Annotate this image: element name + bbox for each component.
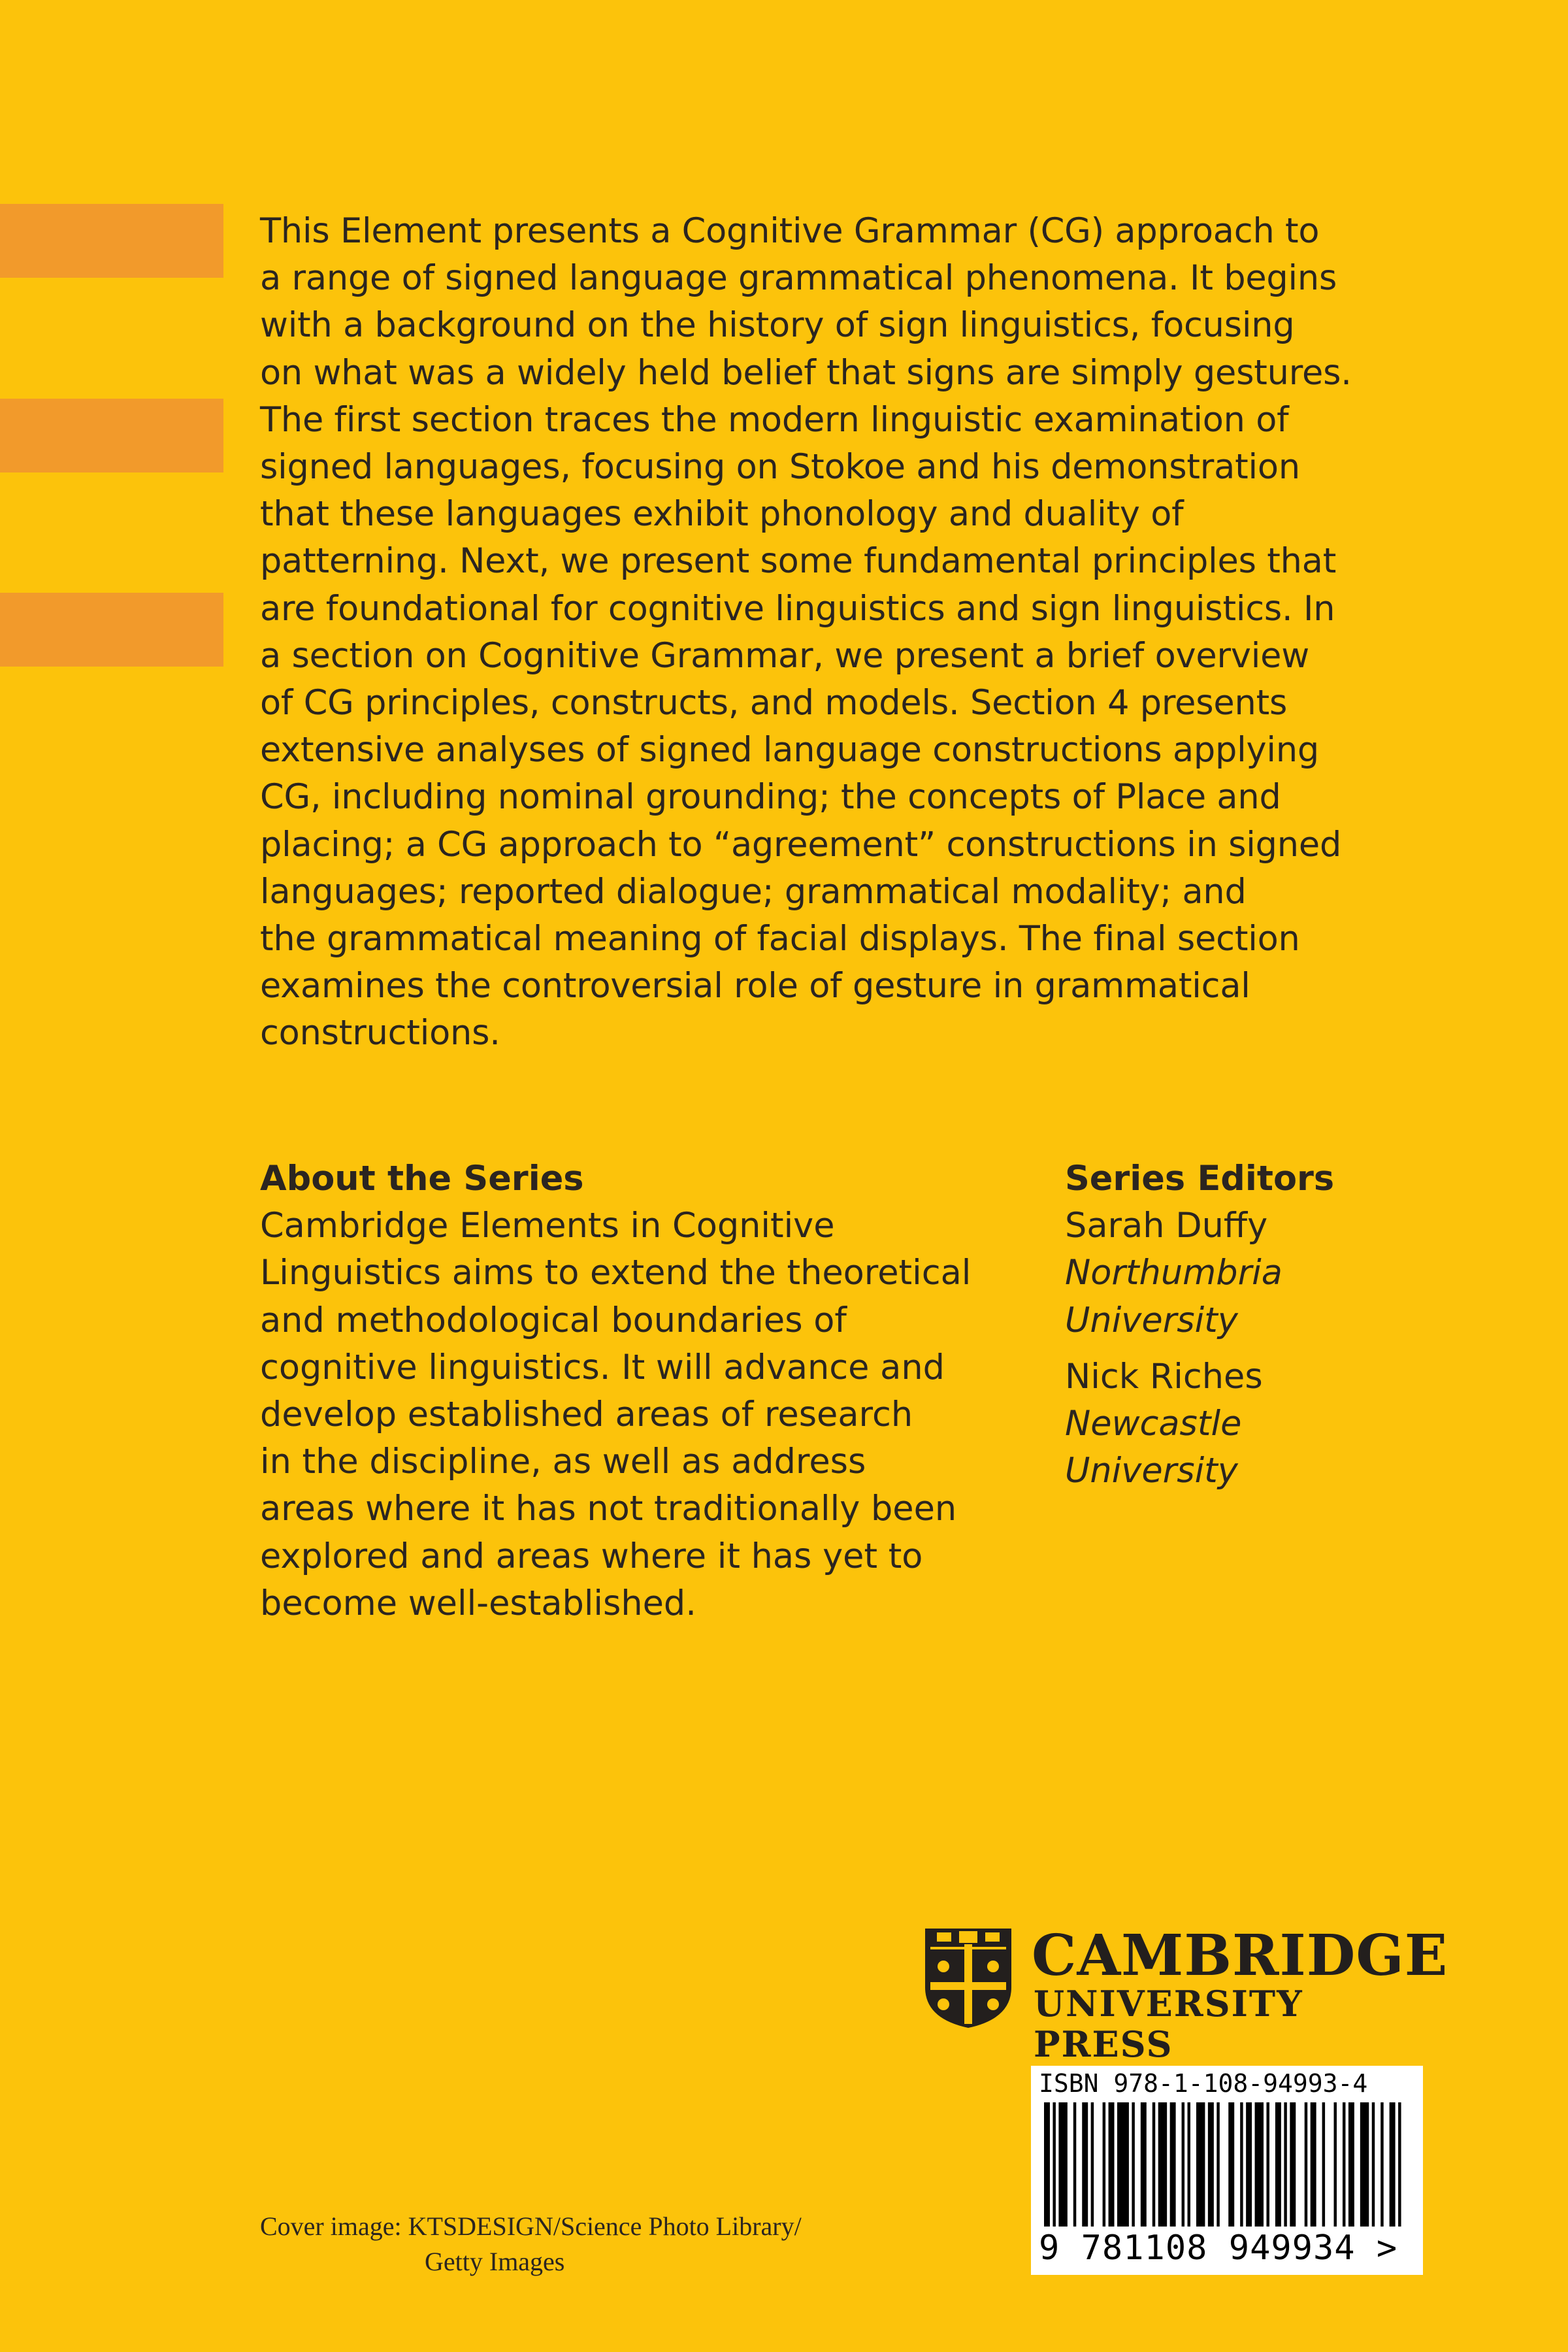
series-line: become well-established. (260, 1583, 696, 1623)
blurb-line: that these languages exhibit phonology and duality of (260, 494, 1184, 535)
barcode-bar (1182, 2102, 1184, 2227)
barcode-bar (1188, 2102, 1190, 2227)
barcode-bar (1343, 2102, 1345, 2227)
barcode-bar (1044, 2102, 1050, 2227)
blurb-line: extensive analyses of signed language constructions applying (260, 730, 1320, 770)
editor-name: Sarah Duffy (1065, 1206, 1268, 1246)
barcode-bar (1311, 2102, 1316, 2227)
barcode-bar (1398, 2102, 1401, 2227)
barcode-bar (1152, 2102, 1155, 2227)
barcode-bar (1334, 2102, 1337, 2227)
barcode-bar (1053, 2102, 1055, 2227)
barcode-bar (1196, 2102, 1205, 2227)
blurb-line: CG, including nominal grounding; the concepts of Place and (260, 777, 1281, 818)
about-the-series (260, 1155, 1031, 1627)
blurb-line: with a background on the history of sign linguistics, focusing (260, 305, 1295, 346)
editor-entry (1065, 1202, 1457, 1344)
blurb-line: a range of signed language grammatical phenomena. It begins (260, 258, 1337, 299)
editors-heading: Series Editors (1065, 1159, 1335, 1199)
barcode-bar (1158, 2102, 1167, 2227)
barcode-bar (1246, 2102, 1252, 2227)
blurb-line: constructions. (260, 1013, 500, 1053)
barcode-bar (1255, 2102, 1264, 2227)
decorative-stripe-2 (0, 399, 223, 472)
series-line: areas where it has not traditionally been (260, 1489, 957, 1529)
publisher-logo (924, 1923, 1448, 2065)
blurb-line: the grammatical meaning of facial displays. The final section (260, 919, 1300, 959)
editor-affiliation: Northumbria (1065, 1253, 1282, 1293)
blurb-line: a section on Cognitive Grammar, we present a brief overview (260, 635, 1309, 676)
ean-digits: 9 781108 949934 > (1039, 2228, 1398, 2268)
cambridge-crest-icon (924, 1927, 1013, 2029)
blurb-line: This Element presents a Cognitive Grammar (CG) approach to (260, 211, 1320, 251)
barcode-bar (1082, 2102, 1088, 2227)
barcode-bar (1275, 2102, 1281, 2227)
editor-entry (1065, 1353, 1457, 1495)
barcode-bar (1348, 2102, 1354, 2227)
series-line: in the discipline, as well as address (260, 1442, 866, 1482)
blurb-line: signed languages, focusing on Stokoe and his demonstration (260, 447, 1300, 488)
barcode-bar (1170, 2102, 1176, 2227)
barcode-bar (1372, 2102, 1375, 2227)
barcode-bar (1360, 2102, 1369, 2227)
series-editors (1065, 1155, 1457, 1504)
barcode-bar (1240, 2102, 1243, 2227)
barcode-bar (1266, 2102, 1269, 2227)
series-heading: About the Series (260, 1159, 584, 1199)
cover-image-credit (260, 2209, 802, 2279)
barcode-bar (1290, 2102, 1296, 2227)
barcode-bar (1109, 2102, 1115, 2227)
barcode-bar (1305, 2102, 1307, 2227)
editor-affiliation: Newcastle (1065, 1404, 1242, 1444)
blurb-line: are foundational for cognitive linguistics and sign linguistics. In (260, 588, 1335, 629)
barcode-bar (1380, 2102, 1383, 2227)
blurb-line: The first section traces the modern linguistic examination of (260, 399, 1289, 440)
blurb-line: on what was a widely held belief that signs are simply gestures. (260, 352, 1352, 393)
editor-name: Nick Riches (1065, 1356, 1263, 1397)
blurb-line: of CG principles, constructs, and models. Section 4 presents (260, 683, 1288, 723)
barcode-bar (1141, 2102, 1147, 2227)
blurb-line: languages; reported dialogue; grammatical modality; and (260, 871, 1247, 912)
barcode-bar (1058, 2102, 1067, 2227)
barcode-bar (1284, 2102, 1286, 2227)
barcode-bar (1073, 2102, 1076, 2227)
book-blurb (260, 208, 1429, 1057)
publisher-name: CAMBRIDGE (1032, 1923, 1448, 1989)
barcode-bar (1091, 2102, 1094, 2227)
credit-line-1: Cover image: KTSDESIGN/Science Photo Library/ (260, 2211, 802, 2241)
series-line: cognitive linguistics. It will advance and (260, 1347, 945, 1387)
series-line: explored and areas where it has yet to (260, 1536, 923, 1576)
blurb-line: examines the controversial role of gesture in grammatical (260, 966, 1250, 1006)
isbn-barcode (1031, 2066, 1423, 2275)
barcode-bar (1132, 2102, 1134, 2227)
decorative-stripe-1 (0, 204, 223, 278)
barcode-bar (1322, 2102, 1325, 2227)
decorative-stripe-3 (0, 593, 223, 667)
barcode-bars (1044, 2102, 1410, 2227)
barcode-bar (1117, 2102, 1129, 2227)
editor-affiliation: University (1065, 1300, 1238, 1340)
isbn-label: ISBN 978-1-108-94993-4 (1039, 2069, 1368, 2098)
blurb-line: placing; a CG approach to “agreement” constructions in signed (260, 824, 1342, 865)
series-line: develop established areas of research (260, 1395, 913, 1435)
barcode-bar (1208, 2102, 1214, 2227)
barcode-bar (1217, 2102, 1219, 2227)
publisher-subtitle: UNIVERSITY PRESS (1034, 1983, 1303, 2065)
credit-line-2: Getty Images (425, 2247, 565, 2276)
series-line: and methodological boundaries of (260, 1300, 847, 1340)
blurb-line: patterning. Next, we present some fundamental principles that (260, 541, 1337, 582)
barcode-bar (1390, 2102, 1396, 2227)
series-line: Linguistics aims to extend the theoretical (260, 1253, 972, 1293)
barcode-bar (1228, 2102, 1234, 2227)
editor-affiliation: University (1065, 1451, 1238, 1491)
barcode-bar (1103, 2102, 1105, 2227)
series-line: Cambridge Elements in Cognitive (260, 1206, 835, 1246)
